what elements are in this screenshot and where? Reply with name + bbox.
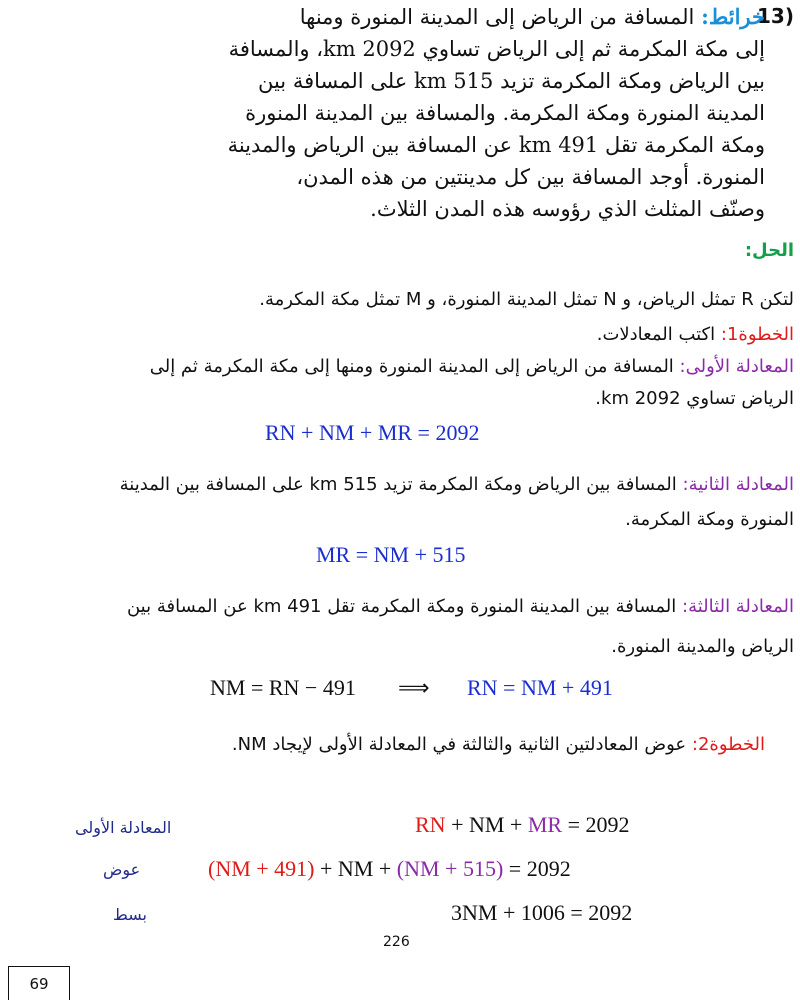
eq1-label: المعادلة الأولى: (679, 356, 794, 377)
work-equation-2: (NM + 491) + NM + (NM + 515) = 2092 (208, 856, 571, 881)
problem-line-4: المدينة المنورة ومكة المكرمة. والمسافة بين المدينة المنورة (245, 101, 765, 125)
eq3-label: المعادلة الثالثة: (682, 596, 794, 617)
eq3-text1: المسافة بين المدينة المنورة ومكة المكرمة تقل 491 km عن المسافة بين (126, 596, 677, 617)
implies-arrow: ⟹ (398, 675, 430, 700)
work-label-3: بسط (113, 905, 147, 924)
work-equation-1: RN + NM + MR = 2092 (415, 812, 630, 837)
problem-label: خرائط: (701, 4, 765, 29)
problem-line-5: ومكة المكرمة تقل 491 km عن المسافة بين الرياض والمدينة (227, 133, 765, 157)
page-number: 69 (29, 974, 49, 993)
equation-2: MR = NM + 515 (316, 542, 466, 567)
eq3-line1 (6, 592, 794, 622)
work-equation-3: 3NM + 1006 = 2092 (451, 900, 633, 925)
eq1-text1: المسافة من الرياض إلى المدينة المنورة ومنها إلى مكة المكرمة ثم إلى (149, 356, 674, 377)
intro-text: لتكن R تمثل الرياض، و N تمثل المدينة المنورة، و M تمثل مكة المكرمة. (259, 289, 794, 310)
solution-label: الحل: (744, 240, 794, 261)
equation-3-left: NM = RN − 491 (210, 675, 356, 700)
problem-line-2: إلى مكة المكرمة ثم إلى الرياض تساوي 2092 km، والمسافة (228, 37, 765, 61)
eq1-line2: الرياض تساوي 2092 km. (595, 388, 794, 409)
step2-text: عوض المعادلتين الثانية والثالثة في المعادلة الأولى لإيجاد NM. (231, 734, 687, 755)
problem-line-1 (25, 2, 765, 32)
center-page-number: 226 (383, 934, 410, 950)
step1-label: الخطوة1: (720, 324, 794, 345)
problem-number: 13) (757, 4, 794, 28)
eq1-line1 (6, 352, 794, 382)
problem-text-1: المسافة من الرياض إلى المدينة المنورة ومنها (299, 5, 695, 29)
work-label-1: المعادلة الأولى (75, 818, 172, 837)
step2-label: الخطوة2: (691, 734, 765, 755)
eq2-line2: المنورة ومكة المكرمة. (625, 509, 794, 530)
problem-line-6: المنورة. أوجد المسافة بين كل مدينتين من هذه المدن، (296, 165, 765, 189)
step1-line (6, 320, 794, 350)
equation-1: RN + NM + MR = 2092 (265, 420, 480, 445)
page-number-box (8, 966, 70, 1000)
equation-3-right: RN = NM + 491 (467, 675, 613, 700)
work-label-2: عوض (103, 860, 141, 879)
eq2-text1: المسافة بين الرياض ومكة المكرمة تزيد 515 km على المسافة بين المدينة (119, 474, 677, 495)
problem-line-3: بين الرياض ومكة المكرمة تزيد 515 km على المسافة بين (257, 69, 765, 93)
step1-text: اكتب المعادلات. (596, 324, 716, 345)
eq2-label: المعادلة الثانية: (682, 474, 794, 495)
step2-line (232, 734, 765, 755)
eq2-line1 (6, 470, 794, 500)
problem-line-7: وصنّف المثلث الذي رؤوسه هذه المدن الثلاث. (370, 197, 765, 221)
eq3-line2: الرياض والمدينة المنورة. (611, 636, 794, 657)
